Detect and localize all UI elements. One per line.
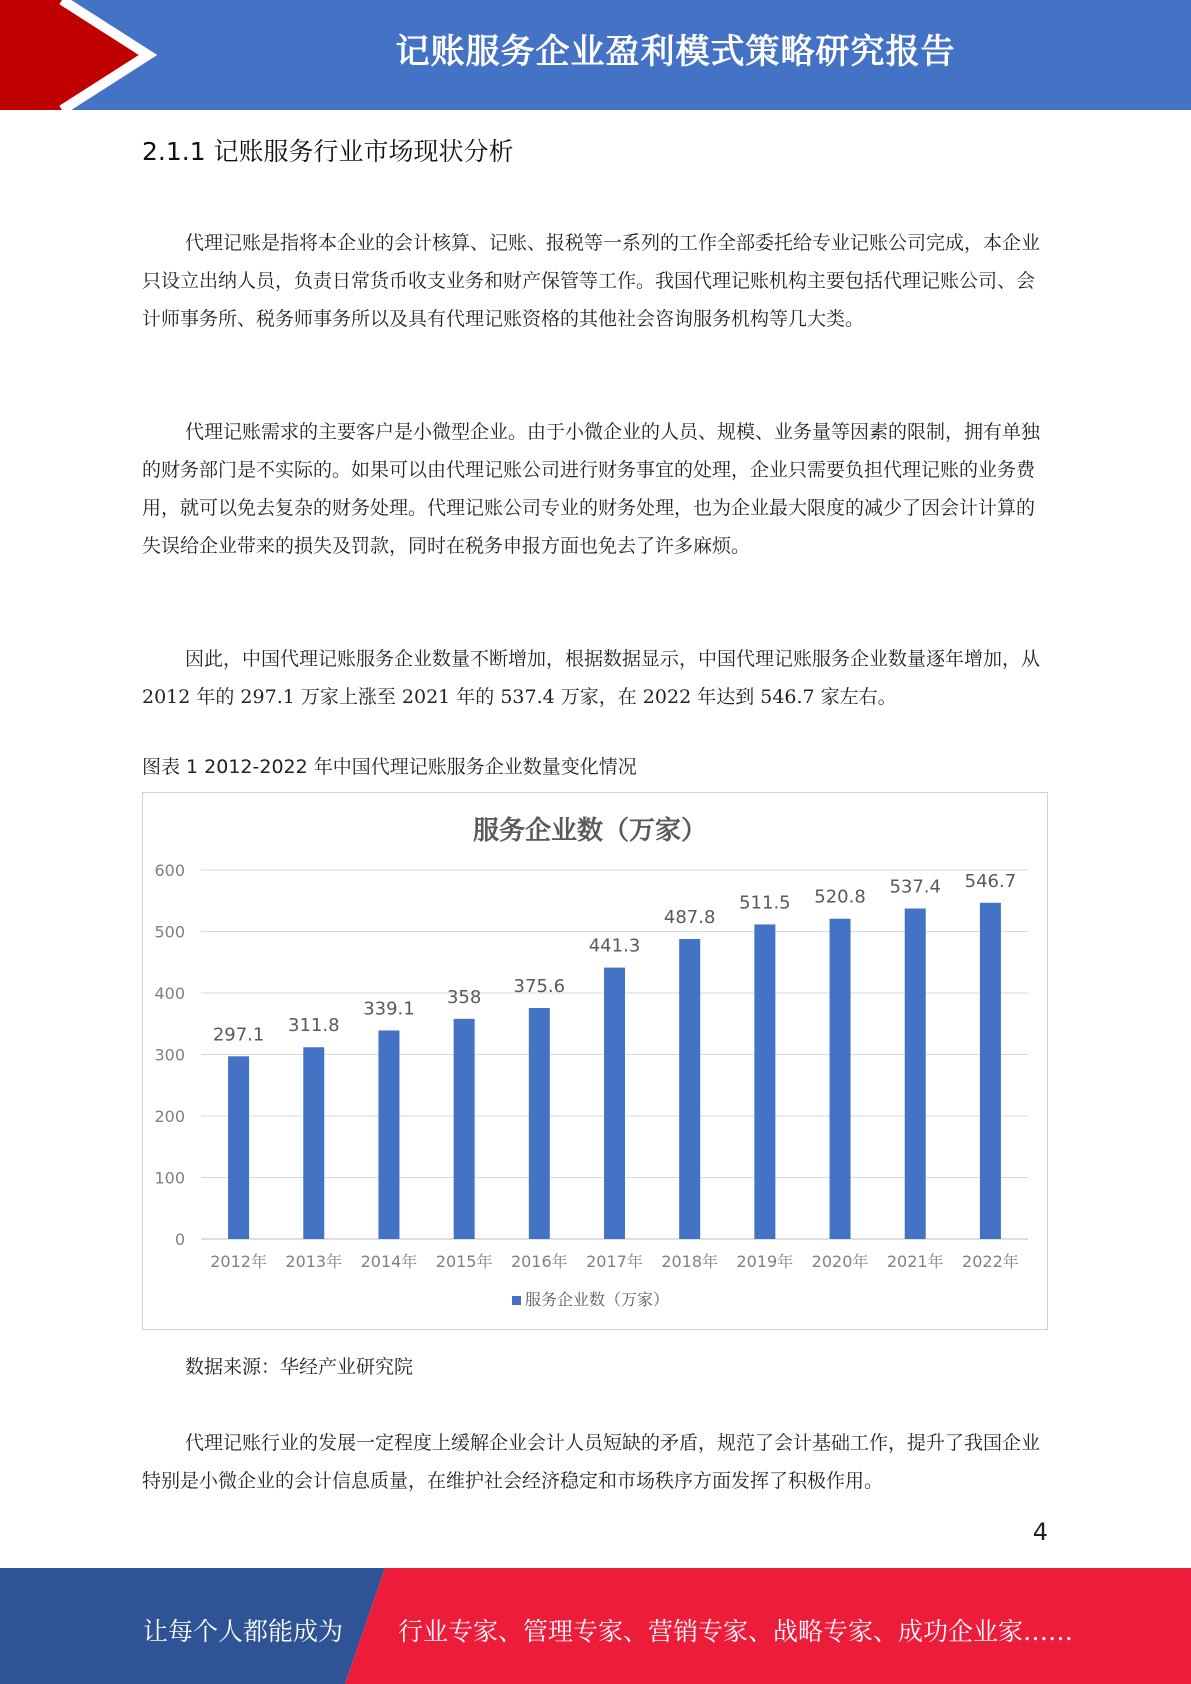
paragraph-1: 代理记账是指将本企业的会计核算、记账、报税等一系列的工作全部委托给专业记账公司完成，本企业只设立出纳人员，负责日常货币收支业务和财产保管等工作。我国代理记账机构主要包括代理记账公司、会计师事务所、税务师事务所以及具有代理记账资格的其他社会咨询服务机构等几大类。: [142, 232, 1041, 330]
y-tick-label: 300: [154, 1045, 185, 1065]
bar: [454, 1019, 475, 1239]
figure-caption: 图表 1 2012-2022 年中国代理记账服务企业数量变化情况: [142, 756, 637, 778]
chart-title: 服务企业数（万家）: [472, 816, 708, 846]
y-tick-label: 200: [154, 1107, 185, 1126]
data-label: 487.8: [663, 907, 716, 929]
x-tick-label: 2021年: [886, 1252, 944, 1271]
bar: [604, 968, 625, 1239]
y-tick-label: 500: [154, 922, 185, 942]
y-tick-label: 0: [174, 1230, 185, 1249]
chart-frame: [142, 792, 1048, 1330]
data-label: 511.5: [739, 892, 791, 914]
page-number: 4: [1032, 1518, 1048, 1546]
bar: [905, 908, 926, 1239]
bar: [754, 924, 775, 1239]
paragraph-3: 因此，中国代理记账服务企业数量不断增加，根据数据显示，中国代理记账服务企业数量逐年增加，从 2012 年的 297.1 万家上涨至 2021 年的 537.4 万家，在 2022 年达到 546.7 家左右。: [142, 648, 1041, 708]
x-tick-label: 2016年: [510, 1252, 568, 1271]
paragraph-2: 代理记账需求的主要客户是小微型企业。由于小微企业的人员、规模、业务量等因素的限制，拥有单独的财务部门是不实际的。如果可以由代理记账公司进行财务事宜的处理，企业只需要负担代理记账的业务费用，就可以免去复杂的财务处理。代理记账公司专业的财务处理，也为企业最大限度的减少了因会计计算的失误给企业带来的损失及罚款，同时在税务申报方面也免去了许多麻烦。: [142, 421, 1041, 557]
x-tick-label: 2014年: [360, 1252, 418, 1271]
legend-label: 服务企业数（万家）: [525, 1290, 670, 1309]
bar: [679, 939, 700, 1239]
y-tick-label: 100: [154, 1168, 185, 1188]
header-band: [0, 0, 1191, 110]
legend-swatch: [512, 1296, 521, 1305]
data-label: 375.6: [513, 976, 566, 998]
y-tick-label: 600: [154, 861, 185, 880]
footer-slogan-left: 让每个人都能成为: [143, 1617, 344, 1646]
x-tick-label: 2019年: [736, 1252, 794, 1271]
bar: [378, 1030, 399, 1239]
report-title: 记账服务企业盈利模式策略研究报告: [395, 32, 956, 72]
bar-chart: [143, 793, 1046, 1328]
data-source: 数据来源：华经产业研究院: [185, 1356, 414, 1378]
section-heading: 2.1.1 记账服务行业市场现状分析: [142, 137, 514, 166]
data-label: 520.8: [814, 886, 866, 908]
bar: [830, 919, 851, 1239]
x-tick-label: 2012年: [210, 1252, 267, 1271]
x-tick-label: 2013年: [285, 1252, 343, 1271]
bar: [303, 1047, 324, 1239]
y-tick-label: 400: [154, 984, 185, 1003]
data-label: 311.8: [288, 1015, 340, 1037]
data-label: 297.1: [212, 1024, 265, 1046]
x-tick-label: 2020年: [811, 1252, 869, 1271]
bar: [228, 1056, 249, 1239]
x-tick-label: 2015年: [435, 1252, 493, 1271]
x-tick-label: 2022年: [962, 1252, 1019, 1271]
x-tick-label: 2017年: [586, 1252, 643, 1271]
data-label: 546.7: [964, 870, 1017, 892]
footer-slogan-right: 行业专家、管理专家、营销专家、战略专家、成功企业家……: [398, 1617, 1074, 1646]
data-label: 358: [446, 986, 482, 1008]
data-label: 537.4: [889, 876, 941, 898]
x-tick-label: 2018年: [661, 1252, 719, 1271]
paragraph-4: 代理记账行业的发展一定程度上缓解企业会计人员短缺的矛盾，规范了会计基础工作，提升了我国企业特别是小微企业的会计信息质量，在维护社会经济稳定和市场秩序方面发挥了积极作用。: [142, 1432, 1041, 1492]
bar: [529, 1008, 550, 1239]
data-label: 339.1: [363, 998, 415, 1020]
data-label: 441.3: [588, 935, 641, 957]
bar: [980, 903, 1001, 1239]
footer-band: [0, 1568, 1191, 1684]
